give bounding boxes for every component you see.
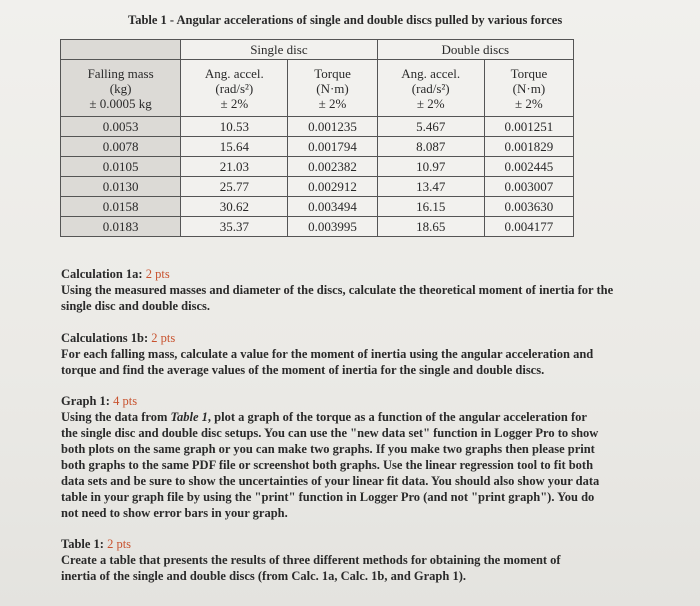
cell-single-torque: 0.001794 [288, 137, 377, 157]
cell-single-torque: 0.003995 [288, 217, 377, 237]
cell-double-accel: 8.087 [377, 137, 484, 157]
graph-1-section [61, 393, 606, 521]
table-reference: Table 1 [170, 410, 208, 424]
table-row [61, 137, 574, 157]
corner-cell [61, 40, 181, 60]
calc-1b-body: For each falling mass, calculate a value for the moment of inertia using the angular acceleration and torque and find the average values of the moment of inertia for the single and double discs. [61, 347, 594, 377]
table-row [61, 217, 574, 237]
table-row [61, 117, 574, 137]
cell-double-torque: 0.002445 [484, 157, 573, 177]
cell-single-accel: 15.64 [181, 137, 288, 157]
calc-1a-body: Using the measured masses and diameter of the discs, calculate the theoretical moment of inertia for the single disc and double discs. [61, 283, 614, 313]
cell-double-accel: 13.47 [377, 177, 484, 197]
calc-1b-section [61, 330, 621, 378]
table-1-body: Create a table that presents the results of three different methods for obtaining the moment of inertia of the single and double discs (from Calc. 1a, Calc. 1b, and Graph 1). [61, 553, 561, 583]
cell-double-accel: 5.467 [377, 117, 484, 137]
table-title: Table 1 - Angular accelerations of single and double discs pulled by various forces [128, 13, 563, 27]
cell-single-accel: 25.77 [181, 177, 288, 197]
table-row [61, 197, 574, 217]
calc-1a-title: Calculation 1a: [61, 267, 143, 281]
header-double-torque: Torque (N·m) ± 2% [484, 60, 573, 117]
group-single-header: Single disc [181, 40, 377, 60]
cell-single-torque: 0.003494 [288, 197, 377, 217]
cell-single-accel: 35.37 [181, 217, 288, 237]
cell-double-torque: 0.003630 [484, 197, 573, 217]
cell-double-torque: 0.004177 [484, 217, 573, 237]
data-table [60, 39, 574, 237]
header-single-accel: Ang. accel. (rad/s²) ± 2% [181, 60, 288, 117]
table-1-title: Table 1: [61, 537, 104, 551]
graph-1-body: Using the data from Table 1, plot a graph of the torque as a function of the angular acceleration for the single disc and double disc setups. You can use the "new data set" function in Logger Pro to show both plots on the same graph or you can make two graphs. If you make two graphs then please print both graphs to the same PDF file or screenshot both graphs. Use the linear regression tool to fit both data sets and be sure to show the uncertainties of your linear fit data. You should also show your data table in your graph file by using the "print" function in Logger Pro (and not "print graph"). You do not need to show error bars in your graph. [61, 410, 600, 520]
graph-1-title: Graph 1: [61, 394, 110, 408]
cell-single-torque: 0.002912 [288, 177, 377, 197]
cell-double-accel: 10.97 [377, 157, 484, 177]
cell-single-accel: 10.53 [181, 117, 288, 137]
plot-instruction: plot a graph [214, 410, 280, 424]
cell-double-accel: 16.15 [377, 197, 484, 217]
table-1-section [61, 536, 581, 584]
calc-1a-section [61, 266, 621, 314]
table-row [61, 157, 574, 177]
graph-1-points: 4 pts [113, 394, 138, 408]
cell-single-accel: 30.62 [181, 197, 288, 217]
cell-single-torque: 0.002382 [288, 157, 377, 177]
cell-double-torque: 0.001829 [484, 137, 573, 157]
cell-mass: 0.0183 [61, 217, 181, 237]
cell-single-torque: 0.001235 [288, 117, 377, 137]
cell-mass: 0.0078 [61, 137, 181, 157]
cell-double-accel: 18.65 [377, 217, 484, 237]
cell-double-torque: 0.003007 [484, 177, 573, 197]
group-double-header: Double discs [377, 40, 573, 60]
cell-mass: 0.0130 [61, 177, 181, 197]
table-1-points: 2 pts [107, 537, 132, 551]
cell-mass: 0.0105 [61, 157, 181, 177]
calc-1a-points: 2 pts [145, 267, 170, 281]
cell-double-torque: 0.001251 [484, 117, 573, 137]
table-row [61, 177, 574, 197]
cell-mass: 0.0053 [61, 117, 181, 137]
header-double-accel: Ang. accel. (rad/s²) ± 2% [377, 60, 484, 117]
header-single-torque: Torque (N·m) ± 2% [288, 60, 377, 117]
cell-mass: 0.0158 [61, 197, 181, 217]
calc-1b-title: Calculations 1b: [61, 331, 149, 345]
calc-1b-points: 2 pts [151, 331, 176, 345]
header-falling-mass: Falling mass (kg) ± 0.0005 kg [61, 60, 181, 117]
cell-single-accel: 21.03 [181, 157, 288, 177]
